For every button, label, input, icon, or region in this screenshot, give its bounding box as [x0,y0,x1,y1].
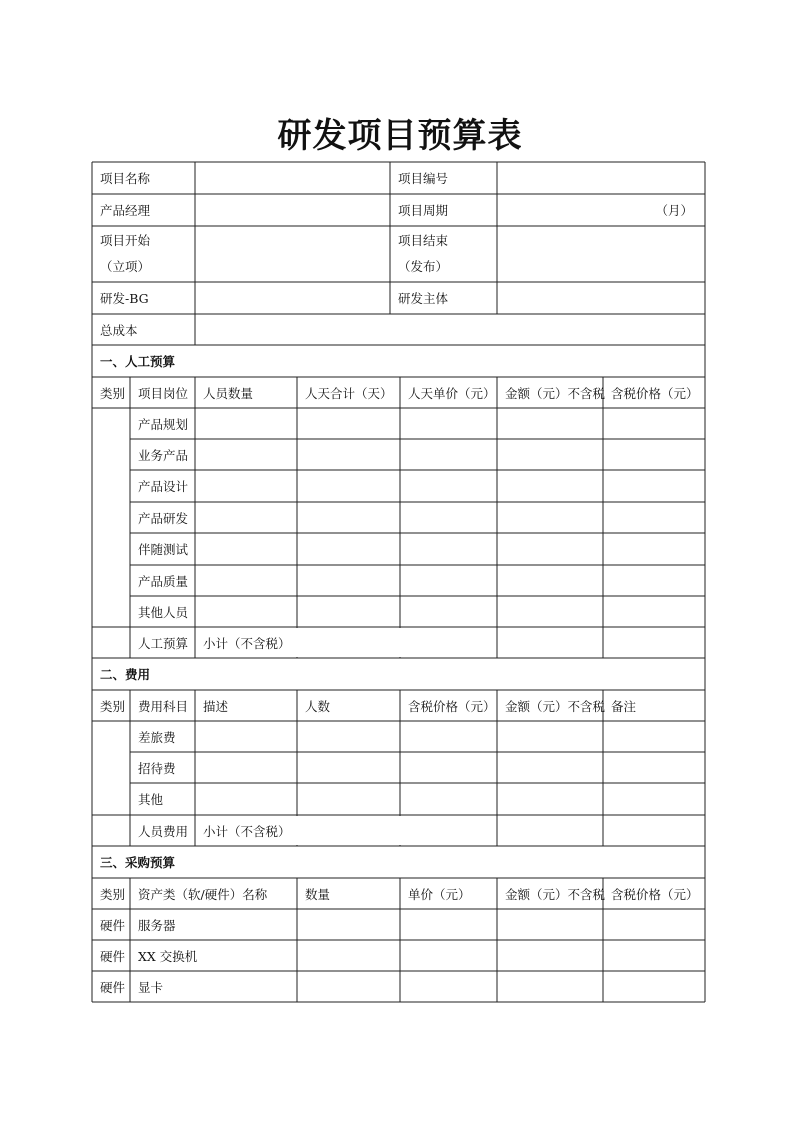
labor-row-input[interactable] [603,470,705,502]
labor-row-input[interactable] [297,439,400,470]
expenses-row-input[interactable] [603,783,705,815]
labor-row-input[interactable] [497,439,603,470]
labor-row-input[interactable] [195,408,297,439]
labor-row-input[interactable] [297,470,400,502]
expenses-row-input[interactable] [400,721,497,752]
labor-row-input[interactable] [497,502,603,533]
section-title-labor: 一、人工预算 [100,354,176,369]
procurement-column-header: 含税价格（元） [611,886,699,902]
procurement-column-header: 数量 [305,886,331,902]
labor-row-input[interactable] [497,470,603,502]
input-project-cycle-months[interactable]: （月） [655,203,693,218]
input-rd-bg[interactable] [195,282,390,314]
labor-row-input[interactable] [297,533,400,565]
labor-row-input[interactable] [603,502,705,533]
label-project-number: 项目编号 [398,171,449,186]
labor-row-input[interactable] [297,408,400,439]
labor-row-input[interactable] [497,533,603,565]
procurement-column-header: 单价（元） [408,886,471,902]
labor-row-input[interactable] [195,596,297,627]
page-title: 研发项目预算表 [277,116,523,156]
expenses-row-input[interactable] [400,783,497,815]
expenses-row-input[interactable] [603,721,705,752]
expenses-row-input[interactable] [497,721,603,752]
labor-row-role: 业务产品 [138,447,189,463]
labor-row-role: 产品设计 [138,479,189,494]
labor-row-input[interactable] [195,533,297,565]
procurement-row-input[interactable] [497,971,603,1002]
labor-row-input[interactable] [195,470,297,502]
input-total-cost[interactable] [195,314,705,345]
expenses-row-input[interactable] [603,752,705,783]
labor-row-input[interactable] [603,596,705,627]
label-project-start [92,226,195,282]
labor-column-header: 人员数量 [203,385,254,401]
labor-row-input[interactable] [195,439,297,470]
labor-row-input[interactable] [297,565,400,596]
procurement-row-category: 硬件 [100,979,126,995]
labor-row-input[interactable] [497,565,603,596]
labor-row-input[interactable] [603,533,705,565]
expenses-subtotal-label: 人员费用 [138,823,189,839]
labor-row-input[interactable] [400,502,497,533]
labor-row-input[interactable] [497,408,603,439]
input-rd-entity[interactable] [497,282,705,314]
label-project-cycle: 项目周期 [398,203,449,218]
label-rd-bg: 研发-BG [100,291,149,306]
procurement-row-input[interactable] [497,940,603,971]
labor-subtotal-taxed[interactable] [603,627,705,658]
labor-row-role: 伴随测试 [138,542,189,557]
input-product-manager[interactable] [195,194,390,226]
section-title-expenses: 二、费用 [100,667,151,682]
labor-column-header: 人天单价（元） [408,385,496,401]
labor-row-input[interactable] [400,565,497,596]
expenses-row-item: 差旅费 [138,729,176,745]
procurement-row-input[interactable] [297,940,400,971]
procurement-column-header: 资产类（软/硬件）名称 [138,886,268,902]
procurement-row-input[interactable] [297,909,400,940]
input-project-number[interactable] [497,162,705,194]
procurement-row-name: 显卡 [138,979,164,995]
labor-row-role: 产品研发 [138,510,189,526]
procurement-column-header: 金额（元）不含税 [505,886,606,902]
labor-row-input[interactable] [603,439,705,470]
expenses-row-item: 其他 [138,792,164,807]
expenses-row-item: 招待费 [138,760,176,776]
expenses-row-input[interactable] [497,783,603,815]
procurement-row-input[interactable] [603,940,705,971]
procurement-row-name: XX 交换机 [138,948,198,964]
label-product-manager: 产品经理 [100,203,151,218]
procurement-row-name: 服务器 [138,917,176,933]
labor-row-role: 产品规划 [138,416,189,432]
expenses-row-input[interactable] [195,783,297,815]
label-rd-entity: 研发主体 [398,291,449,306]
labor-row-input[interactable] [297,502,400,533]
labor-column-header: 含税价格（元） [611,385,699,401]
labor-row-input[interactable] [400,408,497,439]
labor-column-header: 人天合计（天） [305,385,393,401]
labor-subtotal-text: 小计（不含税） [203,635,291,651]
labor-row-input[interactable] [297,596,400,627]
labor-row-input[interactable] [603,408,705,439]
expenses-column-header: 金额（元）不含税 [505,698,606,714]
label-project-start-line-2: （立项） [100,259,151,274]
expenses-subtotal-taxed[interactable] [603,815,705,846]
label-project-end [390,226,497,282]
labor-subtotal-label: 人工预算 [138,635,189,651]
procurement-row-input[interactable] [400,909,497,940]
label-project-end-line-1: 项目结束 [398,233,449,248]
expenses-column-header: 类别 [100,698,126,714]
expenses-column-header: 含税价格（元） [408,698,496,714]
labor-row-input[interactable] [497,596,603,627]
input-project-start[interactable] [195,226,390,282]
labor-row-input[interactable] [195,502,297,533]
procurement-row-input[interactable] [603,971,705,1002]
expenses-column-header: 备注 [611,698,637,714]
procurement-row-category: 硬件 [100,917,126,933]
procurement-row-input[interactable] [497,909,603,940]
labor-column-header: 类别 [100,385,126,401]
label-project-name: 项目名称 [100,171,151,186]
expenses-row-input[interactable] [297,783,400,815]
labor-column-header: 项目岗位 [138,385,189,401]
labor-row-input[interactable] [400,596,497,627]
expenses-row-input[interactable] [297,752,400,783]
section-title-procurement: 三、采购预算 [100,855,176,870]
expenses-subtotal-text: 小计（不含税） [203,823,291,839]
procurement-row-input[interactable] [400,940,497,971]
labor-row-role: 产品质量 [138,573,189,589]
label-project-end-line-2: （发布） [398,259,449,274]
procurement-row-input[interactable] [297,971,400,1002]
procurement-row-input[interactable] [603,909,705,940]
input-project-name[interactable] [195,162,390,194]
labor-row-input[interactable] [603,565,705,596]
labor-row-role: 其他人员 [138,604,189,620]
label-total-cost: 总成本 [100,322,138,338]
expenses-column-header: 人数 [305,698,331,714]
expenses-row-input[interactable] [400,752,497,783]
labor-row-input[interactable] [195,565,297,596]
procurement-row-category: 硬件 [100,948,126,964]
procurement-column-header: 类别 [100,886,126,902]
procurement-row-input[interactable] [400,971,497,1002]
expenses-row-input[interactable] [497,752,603,783]
labor-row-input[interactable] [400,439,497,470]
input-project-end[interactable] [497,226,705,282]
expenses-column-header: 描述 [203,698,229,714]
expenses-column-header: 费用科目 [138,698,189,714]
expenses-row-input[interactable] [297,721,400,752]
labor-column-header: 金额（元）不含税 [505,385,606,401]
expenses-subtotal-amount[interactable] [497,815,603,846]
labor-row-input[interactable] [400,470,497,502]
expenses-row-input[interactable] [195,752,297,783]
expenses-row-input[interactable] [195,721,297,752]
labor-subtotal-amount[interactable] [497,627,603,658]
label-project-start-line-1: 项目开始 [100,233,151,248]
labor-row-input[interactable] [400,533,497,565]
